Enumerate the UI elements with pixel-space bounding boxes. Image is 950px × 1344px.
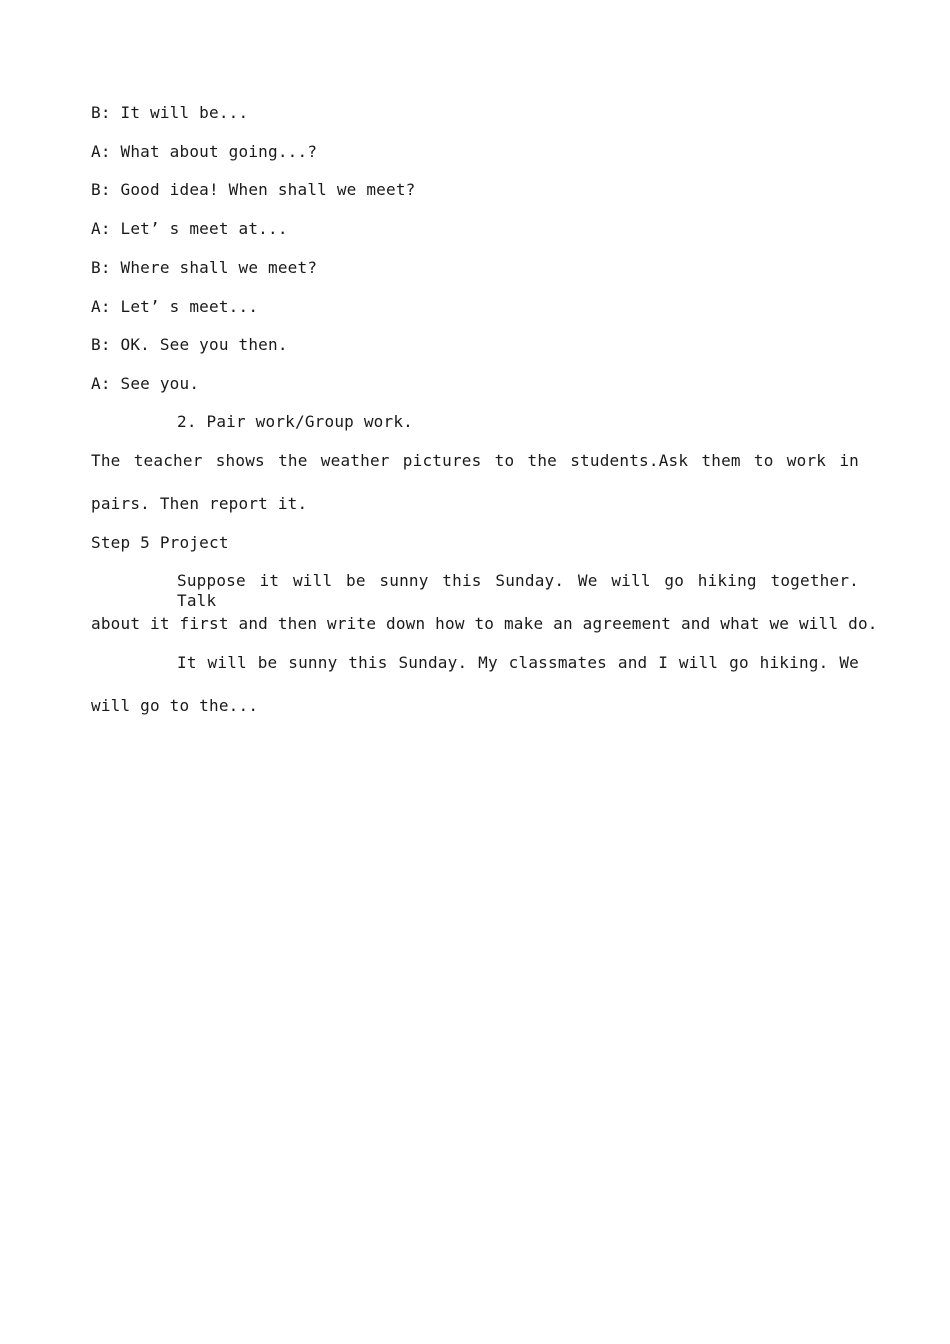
pair-work-text-line-2: pairs. Then report it. — [91, 494, 308, 513]
project-paragraph-2-line-2: will go to the... — [91, 696, 259, 715]
project-paragraph-2-line-1: It will be sunny this Sunday. My classmates and I will go hiking. We — [177, 653, 859, 672]
dialogue-line-7: B: OK. See you then. — [91, 335, 288, 354]
pair-work-text-line-1: The teacher shows the weather pictures to the students.Ask them to work in — [91, 451, 859, 470]
step5-heading: Step 5 Project — [91, 533, 229, 552]
dialogue-line-4: A: Let’ s meet at... — [91, 219, 288, 238]
pair-work-heading: 2. Pair work/Group work. — [177, 412, 413, 431]
project-paragraph-1-line-2: about it first and then write down how to make an agreement and what we will do. — [91, 614, 878, 633]
project-paragraph-1-line-1: Suppose it will be sunny this Sunday. We will go hiking together. Talk — [177, 571, 859, 610]
dialogue-line-8: A: See you. — [91, 374, 200, 393]
dialogue-line-3: B: Good idea! When shall we meet? — [91, 180, 416, 199]
dialogue-line-5: B: Where shall we meet? — [91, 258, 318, 277]
dialogue-line-6: A: Let’ s meet... — [91, 297, 259, 316]
dialogue-line-1: B: It will be... — [91, 103, 249, 122]
dialogue-line-2: A: What about going...? — [91, 142, 318, 161]
document-page — [91, 0, 878, 1344]
